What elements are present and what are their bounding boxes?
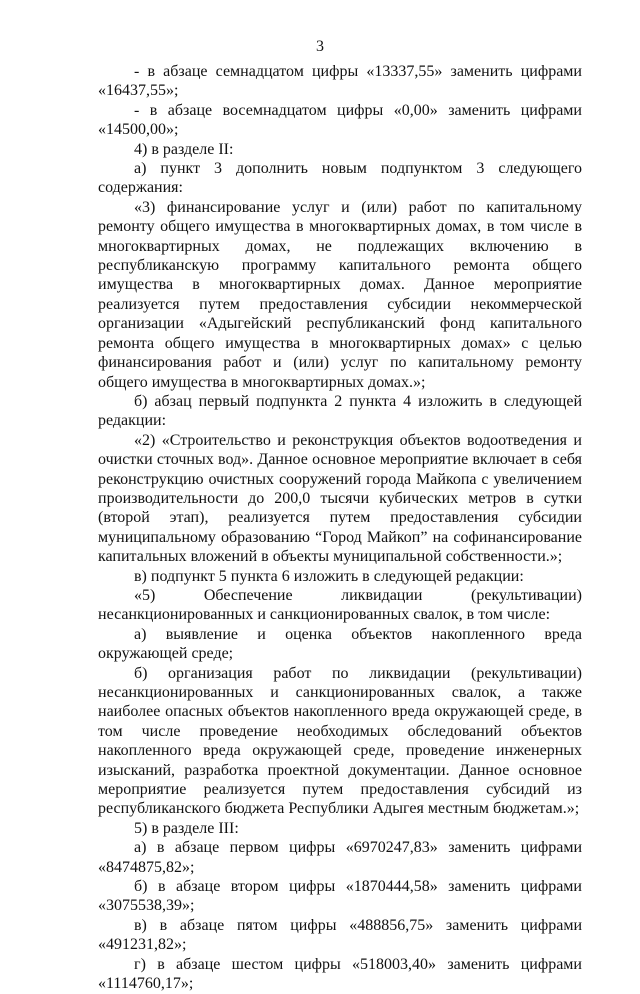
- document-body: [98, 62, 582, 994]
- paragraph-second-abzac: б) в абзаце втором цифры «1870444,58» заменить цифрами «3075538,39»;: [98, 878, 582, 915]
- page-number: 3: [316, 38, 324, 55]
- paragraph-fifth-abzac: в) в абзаце пятом цифры «488856,75» заменить цифрами «491231,82»;: [98, 916, 582, 954]
- paragraph-item-b: б) абзац первый подпункта 2 пункта 4 изложить в следующей редакции:: [98, 392, 582, 430]
- paragraph-landfill-liquidation: «5) Обеспечение ликвидации (рекультивации) несанкционированных и санкционированных свалок, в том числе:: [98, 586, 582, 624]
- paragraph-section-3: 5) в разделе III:: [134, 819, 239, 837]
- paragraph-financing-repair: «3) финансирование услуг и (или) работ по капитальному ремонту общего имущества в многоквартирных домах, в том числе в многоквартирных домах, не подлежащих включению в республиканскую программу капитального ремонта общего имущества в многоквартирных домах. Данное мероприятие реализуется путем предоставления субсидии некоммерческой организации «Адыгейский республиканский фонд капитального ремонта общего имущества в многоквартирных домах» с целью финансирования работ и (или) услуг по капитальному ремонту общего имущества в многоквартирных домах.»;: [98, 198, 582, 391]
- paragraph-section-2: 4) в разделе II:: [134, 140, 234, 158]
- paragraph-abzac-18: - в абзаце восемнадцатом цифры «0,00» заменить цифрами «14500,00»;: [98, 101, 582, 139]
- paragraph-first-abzac: а) в абзаце первом цифры «6970247,83» заменить цифрами «8474875,82»;: [98, 839, 582, 876]
- paragraph-water-treatment: «2) «Строительство и реконструкция объектов водоотведения и очистки сточных вод». Данное основное мероприятие включает в себя реконструкцию очистных сооружений города Майкопа с увеличением производительности до 200,0 тысячи кубических метров в сутки (второй этап), реализуется путем предоставления субсидии муниципальному образованию “Город Майкоп” на софинансирование капитальных вложений в объекты муниципальной собственности.»;: [98, 431, 582, 566]
- paragraph-item-a: а) пункт 3 дополнить новым подпунктом 3 следующего содержания:: [98, 160, 582, 197]
- paragraph-item-v: в) подпункт 5 пункта 6 изложить в следующей редакции:: [134, 567, 524, 585]
- paragraph-subitem-a: а) выявление и оценка объектов накопленного вреда окружающей среде;: [98, 625, 582, 663]
- paragraph-abzac-17: - в абзаце семнадцатом цифры «13337,55» заменить цифрами «16437,55»;: [98, 63, 582, 100]
- paragraph-sixth-abzac: г) в абзаце шестом цифры «518003,40» заменить цифрами «1114760,17»;: [98, 955, 582, 993]
- paragraph-subitem-b: б) организация работ по ликвидации (рекультивации) несанкционированных и санкционированных свалок, а также наиболее опасных объектов накопленного вреда окружающей среде, в том числе проведение необходимых обследований объектов накопленного вреда окружающей среде, проведение инженерных изысканий, разработка проектной документации. Данное основное мероприятие реализуется путем предоставления субсидий из республиканского бюджета Республики Адыгея местным бюджетам.»;: [98, 664, 582, 818]
